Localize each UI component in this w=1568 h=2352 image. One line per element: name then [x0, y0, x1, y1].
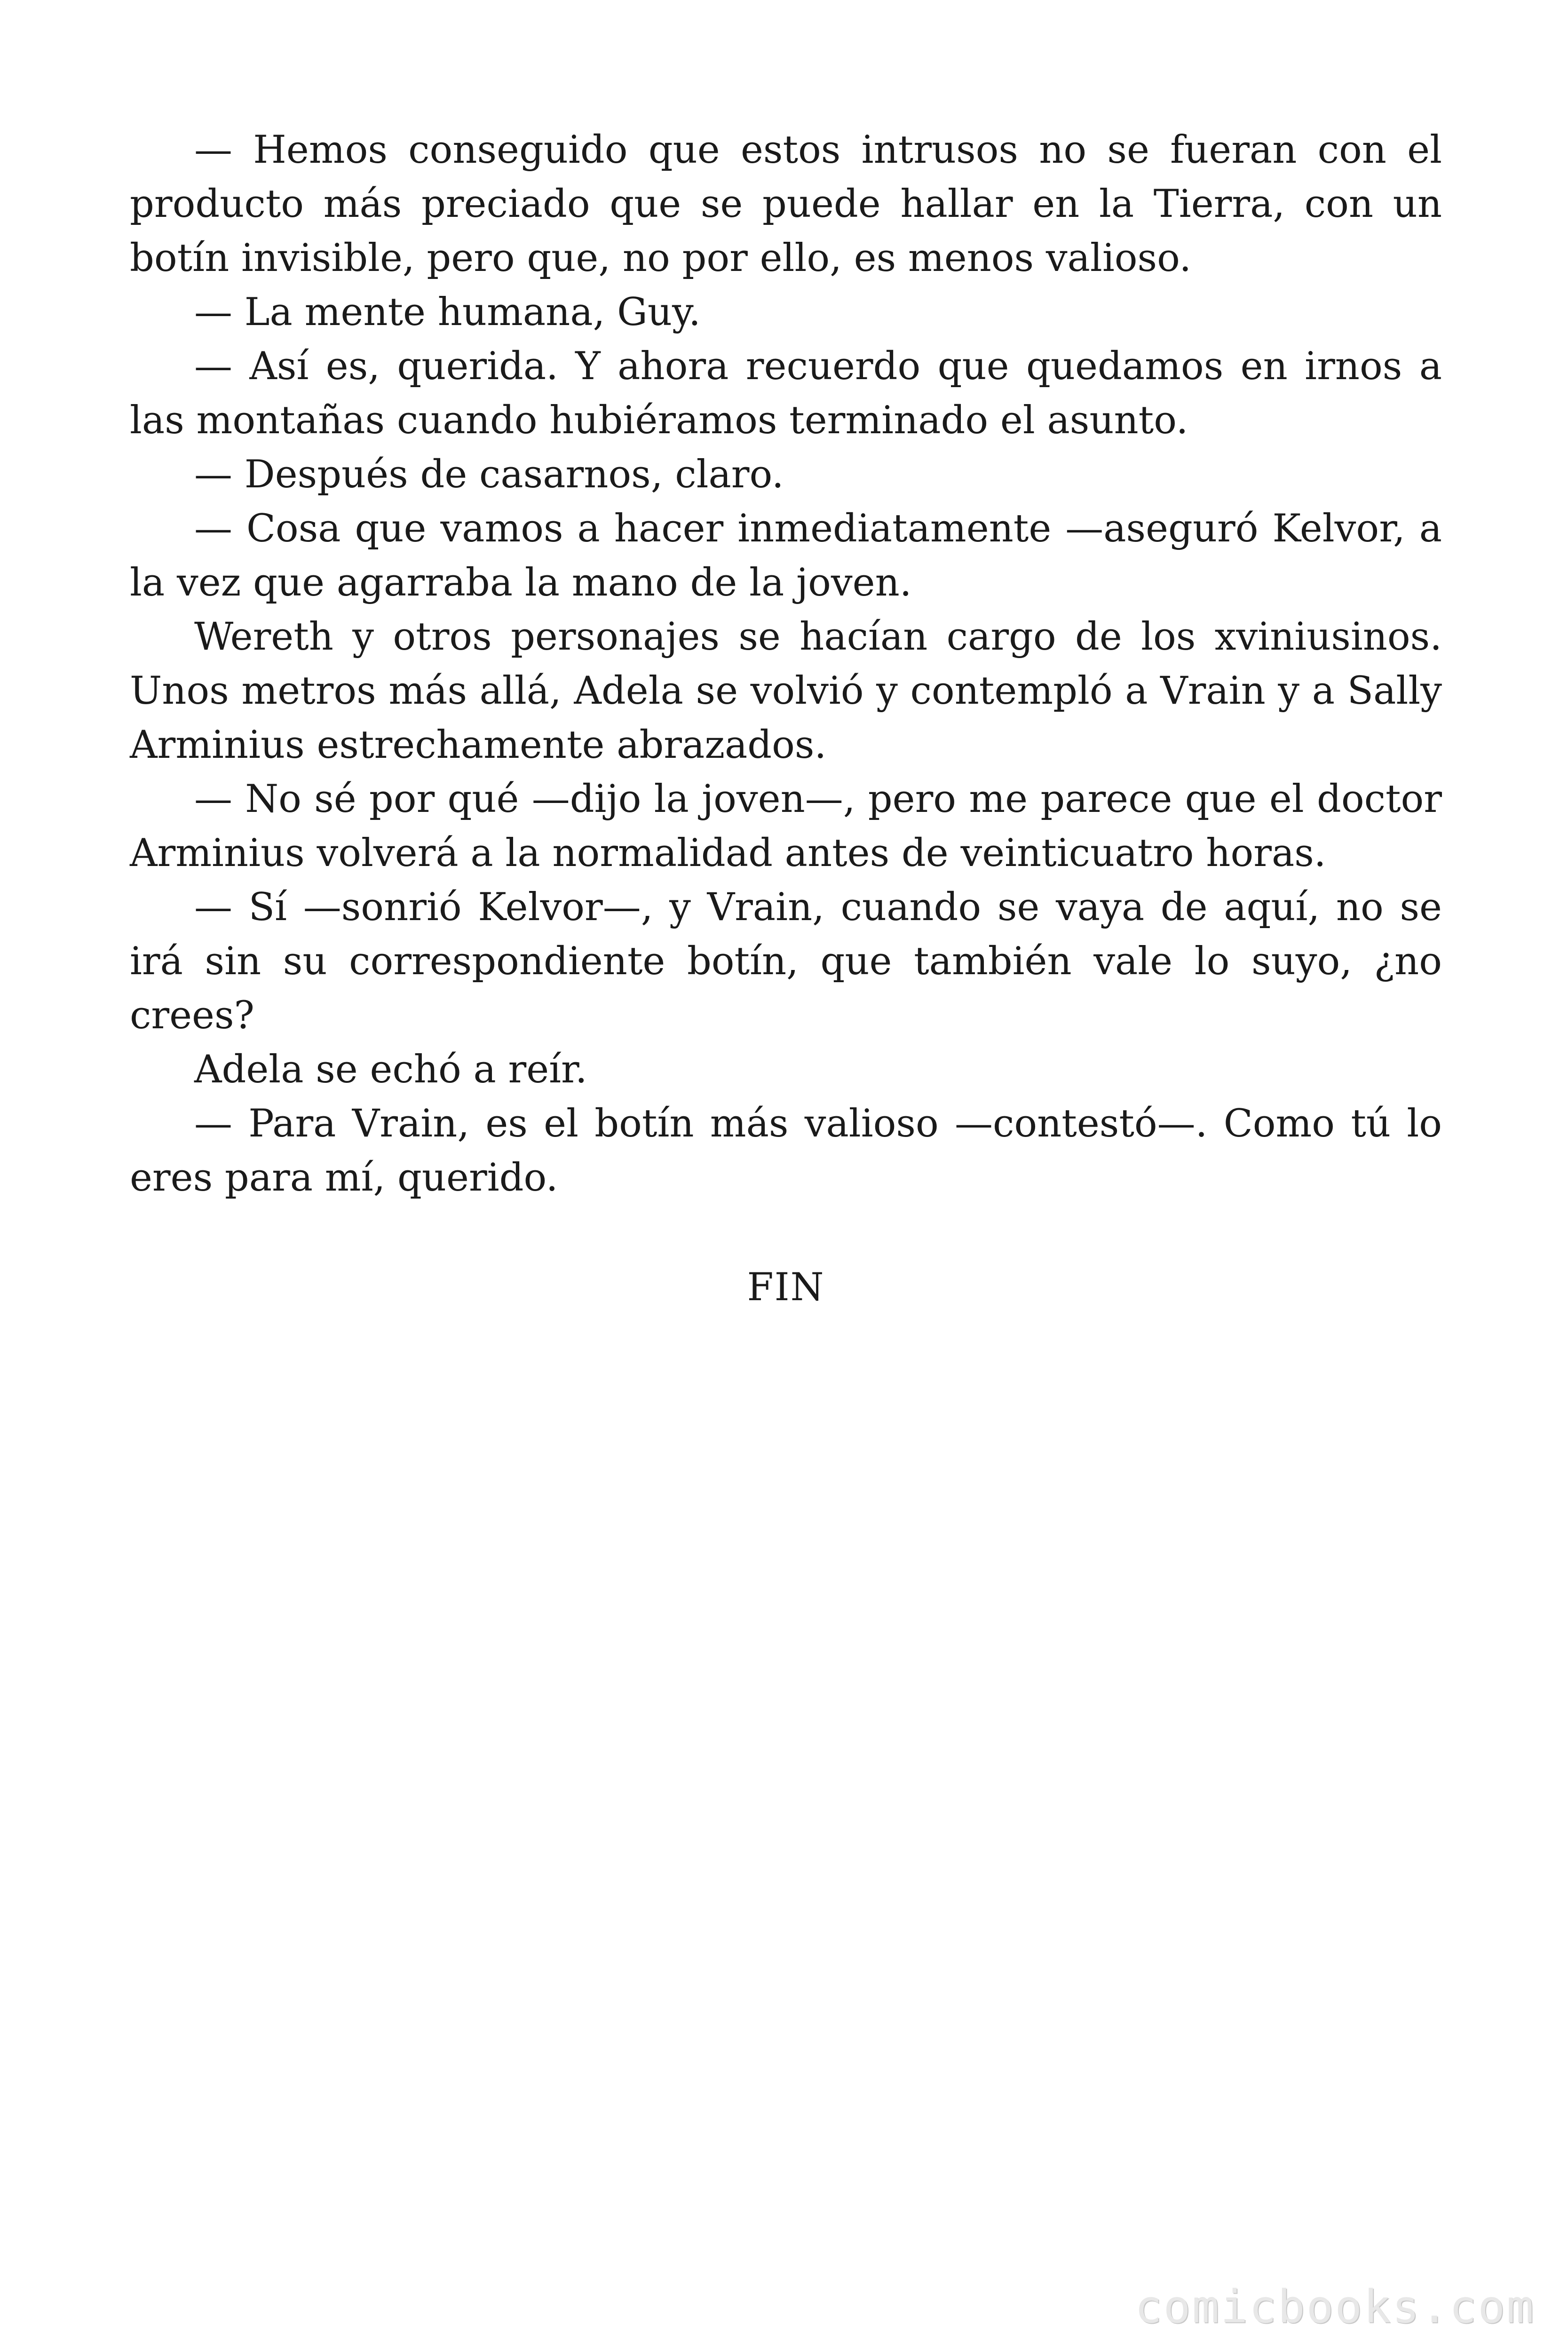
book-page-text [130, 123, 1442, 1205]
end-mark: FIN [747, 1265, 825, 1310]
paragraph: — Hemos conseguido que estos intrusos no se fueran con el producto más preciado que se puede hallar en la Tierra, con un botín invisible, pero que, no por ello, es menos valioso. [130, 128, 1442, 280]
paragraph: Wereth y otros personajes se hacían cargo de los xviniusinos. Unos metros más allá, Adela se volvió y contempló a Vrain y a Sally Arminius estrechamente abrazados. [130, 615, 1442, 767]
paragraph: Adela se echó a reír. [194, 1048, 587, 1092]
paragraph: — No sé por qué —dijo la joven—, pero me parece que el doctor Arminius volverá a la normalidad antes de veinticuatro horas. [130, 777, 1442, 875]
paragraph: — Sí —sonrió Kelvor—, y Vrain, cuando se vaya de aquí, no se irá sin su correspondiente botín, que también vale lo suyo, ¿no crees? [130, 885, 1442, 1038]
paragraph: — La mente humana, Guy. [194, 290, 701, 334]
paragraph: — Después de casarnos, claro. [194, 453, 784, 497]
paragraph: — Para Vrain, es el botín más valioso —contestó—. Como tú lo eres para mí, querido. [130, 1102, 1442, 1200]
paragraph: — Así es, querida. Y ahora recuerdo que quedamos en irnos a las montañas cuando hubiéramos terminado el asunto. [130, 344, 1442, 443]
paragraph: — Cosa que vamos a hacer inmediatamente —aseguró Kelvor, a la vez que agarraba la mano de la joven. [130, 507, 1442, 605]
watermark: comicbooks.com [1134, 2280, 1535, 2333]
